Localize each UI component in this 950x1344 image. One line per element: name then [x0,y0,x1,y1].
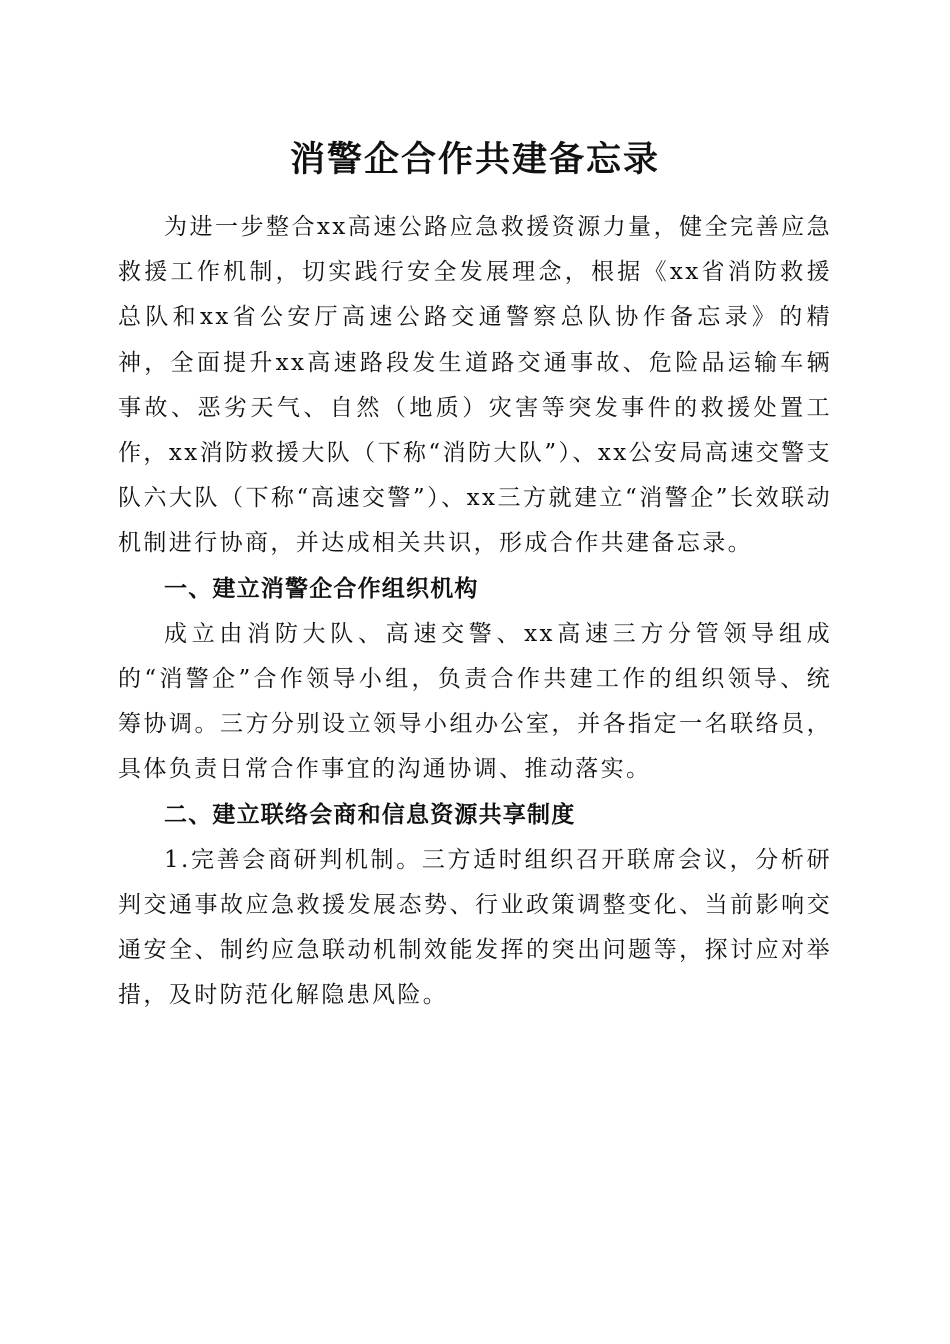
intro-paragraph: 为进一步整合xx高速公路应急救援资源力量，健全完善应急救援工作机制，切实践行安全发展理念，根据《xx省消防救援总队和xx省公安厅高速公路交通警察总队协作备忘录》的精神，全面提升xx高速路段发生道路交通事故、危险品运输车辆事故、恶劣天气、自然（地质）灾害等突发事件的救援处置工作，xx消防救援大队（下称“消防大队”）、xx公安局高速交警支队六大队（下称“高速交警”）、xx三方就建立“消警企”长效联动机制进行协商，并达成相关共识，形成合作共建备忘录。 [118,214,832,557]
document-body [118,205,832,1019]
section-1-paragraph: 成立由消防大队、高速交警、xx高速三方分管领导组成的“消警企”合作领导小组，负责合作共建工作的组织领导、统筹协调。三方分别设立领导小组办公室，并各指定一名联络员，具体负责日常合作事宜的沟通协调、推动落实。 [118,620,832,783]
section-2-heading: 二、建立联络会商和信息资源共享制度 [164,801,576,828]
section-1-heading: 一、建立消警企合作组织机构 [164,575,479,602]
document-title: 消警企合作共建备忘录 [289,139,660,180]
section-2-item-1: 1.完善会商研判机制。三方适时组织召开联席会议，分析研判交通事故应急救援发展态势、行业政策调整变化、当前影响交通安全、制约应急联动机制效能发挥的突出问题等，探讨应对举措，及时防范化解隐患风险。 [118,846,832,1009]
